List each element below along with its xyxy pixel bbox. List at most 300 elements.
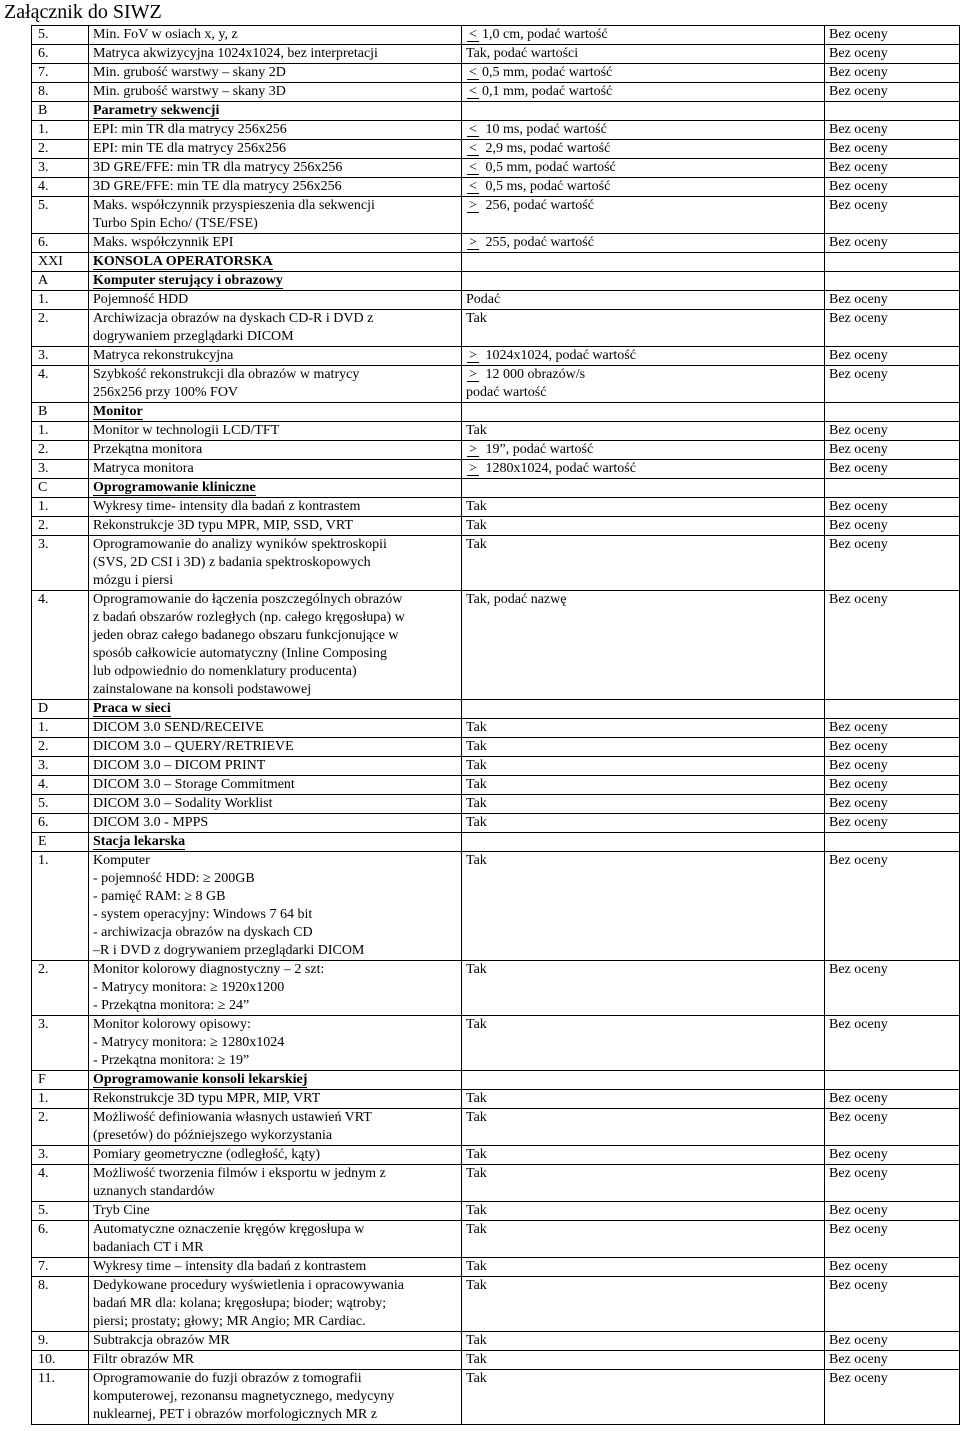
row-required-value	[462, 140, 825, 159]
table-row	[32, 1090, 960, 1109]
row-description	[89, 1202, 462, 1221]
row-required-value	[462, 178, 825, 197]
table-row	[32, 1277, 960, 1332]
row-description	[89, 441, 462, 460]
table-row	[32, 1016, 960, 1071]
row-assessment: Bez oceny	[825, 1332, 960, 1351]
row-required-value	[462, 1165, 825, 1202]
table-row	[32, 498, 960, 517]
row-value-text: Tak, podać wartości	[466, 46, 579, 61]
row-assessment: Bez oceny	[825, 83, 960, 102]
table-row	[32, 347, 960, 366]
table-row	[32, 460, 960, 479]
row-assessment: Bez oceny	[825, 814, 960, 833]
row-required-value	[462, 1071, 825, 1090]
row-number: 1.	[32, 422, 89, 441]
row-value-text: Tak, podać nazwę	[466, 592, 567, 607]
row-assessment: Bez oceny	[825, 1221, 960, 1258]
row-value-text: Tak	[466, 518, 487, 533]
row-required-value	[462, 814, 825, 833]
row-description	[89, 253, 462, 272]
row-required-value	[462, 517, 825, 536]
row-number: 9.	[32, 1332, 89, 1351]
row-number: 2.	[32, 961, 89, 1016]
row-number: 2.	[32, 1109, 89, 1146]
row-required-value	[462, 26, 825, 45]
row-assessment: Bez oceny	[825, 517, 960, 536]
row-required-value	[462, 403, 825, 422]
row-description-text: Automatyczne oznaczenie kręgów kręgosłupa w badaniach CT i MR	[93, 1222, 365, 1255]
row-value-text: 1,0 cm, podać wartość	[482, 27, 608, 42]
row-description	[89, 197, 462, 234]
section-header-row	[32, 253, 960, 272]
row-value-text: 1024x1024, podać wartość	[482, 348, 636, 363]
row-required-value	[462, 1202, 825, 1221]
row-assessment: Bez oceny	[825, 1370, 960, 1425]
row-description-text: KONSOLA OPERATORSKA	[93, 254, 273, 269]
row-description-text: Rekonstrukcje 3D typu MPR, MIP, SSD, VRT	[93, 518, 353, 533]
row-description	[89, 738, 462, 757]
row-assessment: Bez oceny	[825, 197, 960, 234]
row-assessment	[825, 102, 960, 121]
row-assessment: Bez oceny	[825, 536, 960, 591]
table-row	[32, 1221, 960, 1258]
row-description-text: Praca w sieci	[93, 701, 171, 716]
row-number: 1.	[32, 719, 89, 738]
row-value-text: Tak	[466, 423, 487, 438]
row-required-value	[462, 1221, 825, 1258]
row-number: 7.	[32, 64, 89, 83]
row-description	[89, 1258, 462, 1277]
row-assessment: Bez oceny	[825, 1351, 960, 1370]
row-description-text: Przekątna monitora	[93, 442, 203, 457]
row-description	[89, 479, 462, 498]
row-description	[89, 121, 462, 140]
table-row	[32, 140, 960, 159]
row-assessment	[825, 700, 960, 719]
row-description-text: Matryca akwizycyjna 1024x1024, bez interpretacji	[93, 46, 378, 61]
table-row	[32, 1351, 960, 1370]
table-row	[32, 852, 960, 961]
row-assessment: Bez oceny	[825, 140, 960, 159]
table-row	[32, 178, 960, 197]
table-row	[32, 1165, 960, 1202]
row-description-text: Monitor kolorowy diagnostyczny – 2 szt: - Matrycy monitora: ≥ 1920x1200 - Przekątna monitora: ≥ 24”	[93, 962, 325, 1013]
greater-equal-icon: >	[466, 347, 480, 365]
row-assessment: Bez oceny	[825, 45, 960, 64]
row-description-text: Archiwizacja obrazów na dyskach CD-R i DVD z dogrywaniem przeglądarki DICOM	[93, 311, 374, 344]
table-row	[32, 422, 960, 441]
row-required-value	[462, 159, 825, 178]
table-row	[32, 776, 960, 795]
row-value-text: Tak	[466, 311, 487, 326]
row-assessment: Bez oceny	[825, 64, 960, 83]
less-equal-icon: <	[466, 159, 480, 177]
row-value-text: Tak	[466, 853, 487, 868]
row-number: A	[32, 272, 89, 291]
section-header-row	[32, 272, 960, 291]
row-value-text: Tak	[466, 758, 487, 773]
row-assessment: Bez oceny	[825, 441, 960, 460]
row-description-text: Możliwość tworzenia filmów i eksportu w jednym z uznanych standardów	[93, 1166, 386, 1199]
row-assessment: Bez oceny	[825, 1202, 960, 1221]
row-number: 4.	[32, 591, 89, 700]
row-description	[89, 814, 462, 833]
table-row	[32, 719, 960, 738]
row-assessment: Bez oceny	[825, 1146, 960, 1165]
row-value-text: 255, podać wartość	[482, 235, 594, 250]
row-number: 6.	[32, 814, 89, 833]
row-required-value	[462, 1277, 825, 1332]
table-row	[32, 310, 960, 347]
row-description-text: DICOM 3.0 – Storage Commitment	[93, 777, 295, 792]
greater-equal-icon: >	[466, 234, 480, 252]
table-row	[32, 234, 960, 253]
row-assessment: Bez oceny	[825, 795, 960, 814]
row-required-value	[462, 347, 825, 366]
row-required-value	[462, 366, 825, 403]
table-row	[32, 1332, 960, 1351]
row-number: 1.	[32, 121, 89, 140]
row-number: XXI	[32, 253, 89, 272]
row-number: B	[32, 102, 89, 121]
row-description	[89, 536, 462, 591]
row-number: F	[32, 1071, 89, 1090]
row-description	[89, 45, 462, 64]
row-description-text: Pomiary geometryczne (odległość, kąty)	[93, 1147, 321, 1162]
row-description	[89, 1071, 462, 1090]
row-required-value	[462, 479, 825, 498]
table-row	[32, 197, 960, 234]
row-required-value	[462, 1016, 825, 1071]
row-description	[89, 460, 462, 479]
table-row	[32, 961, 960, 1016]
row-description-text: Maks. współczynnik przyspieszenia dla sekwencji Turbo Spin Echo/ (TSE/FSE)	[93, 198, 375, 231]
row-number: 2.	[32, 310, 89, 347]
row-value-text: Tak	[466, 815, 487, 830]
row-description	[89, 1146, 462, 1165]
row-description-text: DICOM 3.0 - MPPS	[93, 815, 209, 830]
row-required-value	[462, 422, 825, 441]
row-assessment: Bez oceny	[825, 366, 960, 403]
row-description-text: Szybkość rekonstrukcji dla obrazów w matrycy 256x256 przy 100% FOV	[93, 367, 360, 400]
row-value-text: Tak	[466, 1278, 487, 1293]
row-number: 3.	[32, 460, 89, 479]
row-description	[89, 1277, 462, 1332]
row-number: 2.	[32, 517, 89, 536]
row-number: 5.	[32, 197, 89, 234]
row-required-value	[462, 700, 825, 719]
table-row	[32, 366, 960, 403]
row-number: 2.	[32, 738, 89, 757]
row-number: 3.	[32, 757, 89, 776]
row-value-text: 10 ms, podać wartość	[482, 122, 607, 137]
row-value-text: Tak	[466, 1147, 487, 1162]
row-assessment: Bez oceny	[825, 310, 960, 347]
row-description	[89, 1351, 462, 1370]
row-assessment: Bez oceny	[825, 961, 960, 1016]
row-assessment: Bez oceny	[825, 159, 960, 178]
row-required-value	[462, 64, 825, 83]
row-required-value	[462, 291, 825, 310]
row-description-text: Monitor kolorowy opisowy: - Matrycy monitora: ≥ 1280x1024 - Przekątna monitora: ≥ 19”	[93, 1017, 285, 1068]
row-value-text: 2,9 ms, podać wartość	[482, 141, 611, 156]
row-description	[89, 234, 462, 253]
row-required-value	[462, 1332, 825, 1351]
less-equal-icon: <	[466, 83, 480, 101]
row-number: 10.	[32, 1351, 89, 1370]
row-description-text: 3D GRE/FFE: min TR dla matrycy 256x256	[93, 160, 343, 175]
row-number: 6.	[32, 45, 89, 64]
row-description	[89, 1370, 462, 1425]
table-row	[32, 757, 960, 776]
row-required-value	[462, 253, 825, 272]
row-number: 3.	[32, 347, 89, 366]
table-row	[32, 291, 960, 310]
row-description	[89, 757, 462, 776]
row-number: 5.	[32, 795, 89, 814]
row-assessment: Bez oceny	[825, 422, 960, 441]
row-description-text: DICOM 3.0 SEND/RECEIVE	[93, 720, 264, 735]
row-description	[89, 591, 462, 700]
table-row	[32, 795, 960, 814]
row-required-value	[462, 852, 825, 961]
row-value-text: Tak	[466, 1333, 487, 1348]
row-description	[89, 1016, 462, 1071]
table-row	[32, 441, 960, 460]
row-description-text: Oprogramowanie konsoli lekarskiej	[93, 1072, 308, 1087]
row-assessment	[825, 272, 960, 291]
row-description-text: Monitor w technologii LCD/TFT	[93, 423, 280, 438]
row-number: 1.	[32, 291, 89, 310]
row-description-text: Pojemność HDD	[93, 292, 189, 307]
row-required-value	[462, 1109, 825, 1146]
row-description-text: Min. grubość warstwy – skany 3D	[93, 84, 286, 99]
row-value-text: Tak	[466, 720, 487, 735]
row-description-text: Min. FoV w osiach x, y, z	[93, 27, 238, 42]
row-number: 3.	[32, 1016, 89, 1071]
row-description-text: Oprogramowanie do analizy wyników spektroskopii (SVS, 2D CSI i 3D) z badania spektroskopowych mózgu i piersi	[93, 537, 387, 588]
row-number: 3.	[32, 1146, 89, 1165]
section-header-row	[32, 102, 960, 121]
row-description	[89, 1165, 462, 1202]
row-required-value	[462, 121, 825, 140]
row-description	[89, 102, 462, 121]
row-description	[89, 961, 462, 1016]
row-required-value	[462, 45, 825, 64]
row-required-value	[462, 102, 825, 121]
row-number: 1.	[32, 1090, 89, 1109]
row-assessment	[825, 1071, 960, 1090]
table-row	[32, 738, 960, 757]
row-description-text: Stacja lekarska	[93, 834, 186, 849]
section-header-row	[32, 700, 960, 719]
row-value-text: Tak	[466, 1017, 487, 1032]
row-description-text: Monitor	[93, 404, 143, 419]
row-value-text: Tak	[466, 1371, 487, 1386]
row-description-text: Komputer sterujący i obrazowy	[93, 273, 283, 288]
row-description	[89, 83, 462, 102]
row-required-value	[462, 1146, 825, 1165]
row-required-value	[462, 1370, 825, 1425]
row-assessment	[825, 833, 960, 852]
row-description	[89, 140, 462, 159]
row-description-text: DICOM 3.0 – QUERY/RETRIEVE	[93, 739, 294, 754]
less-equal-icon: <	[466, 121, 480, 139]
greater-equal-icon: >	[466, 441, 480, 459]
row-assessment: Bez oceny	[825, 757, 960, 776]
less-equal-icon: <	[466, 140, 480, 158]
row-assessment: Bez oceny	[825, 776, 960, 795]
row-assessment: Bez oceny	[825, 26, 960, 45]
row-number: 3.	[32, 159, 89, 178]
row-number: D	[32, 700, 89, 719]
row-number: 1.	[32, 498, 89, 517]
row-description	[89, 833, 462, 852]
row-description	[89, 159, 462, 178]
row-assessment	[825, 479, 960, 498]
row-number: 4.	[32, 1165, 89, 1202]
specification-table	[31, 25, 960, 1425]
row-number: 6.	[32, 234, 89, 253]
row-required-value	[462, 1258, 825, 1277]
row-description-text: Tryb Cine	[93, 1203, 150, 1218]
row-description-text: Oprogramowanie do fuzji obrazów z tomografii komputerowej, rezonansu magnetycznego, medycyny nuklearnej, PET i obrazów morfologicznych MR z	[93, 1371, 395, 1422]
row-description-text: Dedykowane procedury wyświetlenia i opracowywania badań MR dla: kolana; kręgosłupa; bioder; wątroby; piersi; prostaty; głowy; MR Angio; MR Cardiac.	[93, 1278, 405, 1329]
row-description	[89, 1109, 462, 1146]
row-value-text: Tak	[466, 1166, 487, 1181]
row-value-text: Tak	[466, 1352, 487, 1367]
row-description	[89, 719, 462, 738]
greater-equal-icon: >	[466, 460, 480, 478]
section-header-row	[32, 1071, 960, 1090]
row-required-value	[462, 738, 825, 757]
row-description-text: DICOM 3.0 – Sodality Worklist	[93, 796, 273, 811]
row-required-value	[462, 310, 825, 347]
row-required-value	[462, 1351, 825, 1370]
row-assessment: Bez oceny	[825, 738, 960, 757]
table-row	[32, 814, 960, 833]
row-value-text: Tak	[466, 537, 487, 552]
row-number: 4.	[32, 366, 89, 403]
row-description-text: EPI: min TR dla matrycy 256x256	[93, 122, 287, 137]
row-value-text: Tak	[466, 499, 487, 514]
row-required-value	[462, 591, 825, 700]
greater-equal-icon: >	[466, 197, 480, 215]
row-description	[89, 1090, 462, 1109]
row-description	[89, 1332, 462, 1351]
row-assessment	[825, 253, 960, 272]
row-required-value	[462, 961, 825, 1016]
row-assessment: Bez oceny	[825, 1165, 960, 1202]
row-description-text: EPI: min TE dla matrycy 256x256	[93, 141, 286, 156]
section-header-row	[32, 479, 960, 498]
page-title: Załącznik do SIWZ	[4, 1, 162, 23]
less-equal-icon: <	[466, 178, 480, 196]
row-assessment: Bez oceny	[825, 591, 960, 700]
row-assessment: Bez oceny	[825, 1109, 960, 1146]
row-description-text: DICOM 3.0 – DICOM PRINT	[93, 758, 266, 773]
section-header-row	[32, 403, 960, 422]
row-required-value	[462, 441, 825, 460]
row-description-text: Wykresy time – intensity dla badań z kontrastem	[93, 1259, 367, 1274]
table-row	[32, 83, 960, 102]
row-value-text: 0,5 mm, podać wartość	[482, 65, 613, 80]
row-assessment: Bez oceny	[825, 347, 960, 366]
row-number: C	[32, 479, 89, 498]
row-description-text: Parametry sekwencji	[93, 103, 220, 118]
row-required-value	[462, 776, 825, 795]
row-description-text: Rekonstrukcje 3D typu MPR, MIP, VRT	[93, 1091, 321, 1106]
row-required-value	[462, 197, 825, 234]
row-assessment: Bez oceny	[825, 719, 960, 738]
row-number: 8.	[32, 1277, 89, 1332]
row-required-value	[462, 234, 825, 253]
row-value-text: Tak	[466, 739, 487, 754]
row-assessment: Bez oceny	[825, 1258, 960, 1277]
row-value-text: 0,1 mm, podać wartość	[482, 84, 613, 99]
row-description	[89, 422, 462, 441]
table-row	[32, 26, 960, 45]
row-value-text: Tak	[466, 1091, 487, 1106]
table-row	[32, 591, 960, 700]
row-number: 1.	[32, 852, 89, 961]
row-value-text: Tak	[466, 962, 487, 977]
row-value-text: 0,5 ms, podać wartość	[482, 179, 611, 194]
row-required-value	[462, 1090, 825, 1109]
row-number: 5.	[32, 1202, 89, 1221]
row-value-text: Tak	[466, 777, 487, 792]
row-required-value	[462, 83, 825, 102]
section-header-row	[32, 833, 960, 852]
row-assessment: Bez oceny	[825, 1277, 960, 1332]
table-row	[32, 159, 960, 178]
row-description-text: Oprogramowanie kliniczne	[93, 480, 256, 495]
row-description	[89, 403, 462, 422]
row-description	[89, 852, 462, 961]
table-row	[32, 536, 960, 591]
row-assessment: Bez oceny	[825, 291, 960, 310]
row-assessment: Bez oceny	[825, 121, 960, 140]
less-equal-icon: <	[466, 64, 480, 82]
row-number: 2.	[32, 140, 89, 159]
row-number: 11.	[32, 1370, 89, 1425]
table-row	[32, 1146, 960, 1165]
row-number: E	[32, 833, 89, 852]
row-required-value	[462, 272, 825, 291]
less-equal-icon: <	[466, 26, 480, 44]
row-assessment: Bez oceny	[825, 1016, 960, 1071]
row-number: 2.	[32, 441, 89, 460]
row-value-text: 12 000 obrazów/s podać wartość	[466, 367, 586, 400]
row-required-value	[462, 536, 825, 591]
row-number: B	[32, 403, 89, 422]
row-value-text: 19”, podać wartość	[482, 442, 594, 457]
row-assessment: Bez oceny	[825, 1090, 960, 1109]
row-description-text: Możliwość definiowania własnych ustawień VRT (presetów) do późniejszego wykorzystania	[93, 1110, 372, 1143]
row-description	[89, 272, 462, 291]
row-description-text: Maks. współczynnik EPI	[93, 235, 234, 250]
row-required-value	[462, 460, 825, 479]
row-description	[89, 310, 462, 347]
table-row	[32, 1202, 960, 1221]
row-description	[89, 700, 462, 719]
row-value-text: 0,5 mm, podać wartość	[482, 160, 616, 175]
table-row	[32, 64, 960, 83]
row-description	[89, 291, 462, 310]
table-row	[32, 1370, 960, 1425]
row-description	[89, 347, 462, 366]
